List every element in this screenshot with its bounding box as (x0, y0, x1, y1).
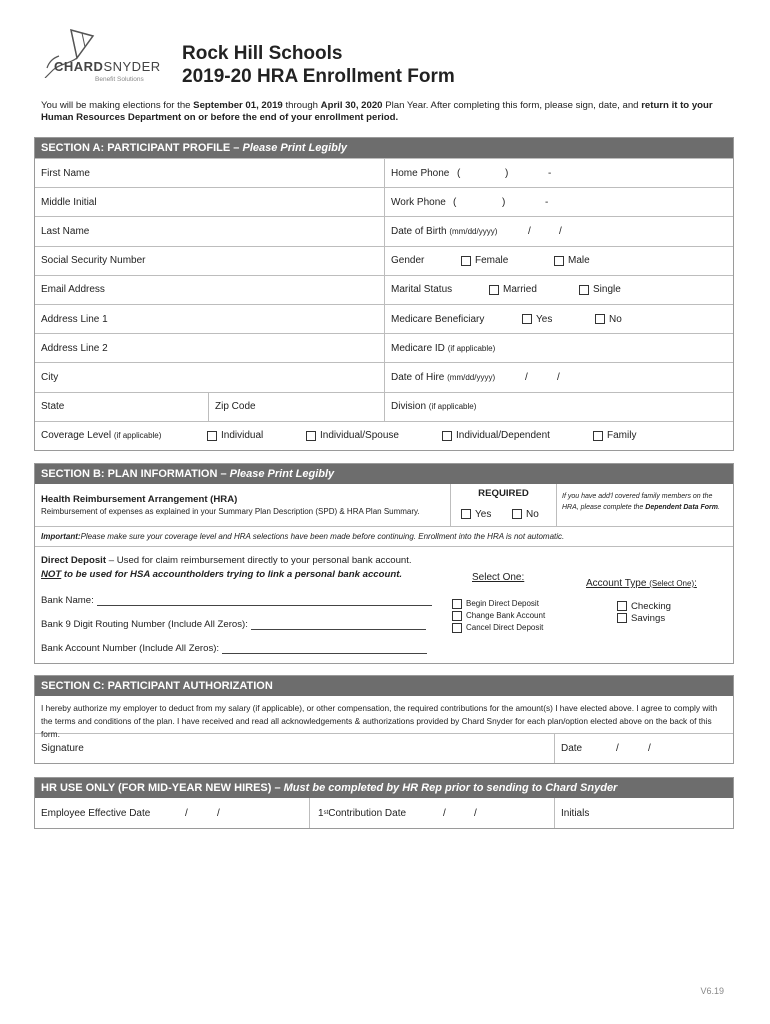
marital-single-option[interactable] (579, 276, 621, 304)
savings-option[interactable] (617, 613, 671, 625)
contribution-ordinal-suffix: st (323, 810, 329, 816)
family-label: Family (607, 430, 637, 442)
hra-yes-checkbox[interactable] (461, 509, 471, 519)
female-label: Female (475, 255, 509, 267)
medicare-no-label: No (609, 313, 622, 325)
individual-spouse-label: Individual/Spouse (320, 430, 399, 442)
sig-date-slash-2: / (648, 743, 651, 754)
coverage-dependent-option[interactable] (442, 422, 550, 450)
intro-return: return it to your Human Resources Department on or before the end of your enrollment period. (41, 100, 713, 123)
bank-name-label: Bank Name: (41, 595, 94, 606)
ssn-label: Social Security Number (41, 255, 146, 267)
single-label: Single (593, 284, 621, 296)
row-address-2 (35, 333, 733, 362)
state-label: State (41, 401, 65, 413)
home-phone-paren-open: ( (457, 167, 461, 179)
division-field[interactable] (384, 393, 735, 421)
section-b-header (35, 464, 733, 484)
contrib-date-slash-1: / (443, 807, 446, 819)
contrib-date-slash-2: / (474, 807, 477, 819)
signature-label: Signature (41, 743, 84, 754)
effective-date-field[interactable] (35, 798, 309, 828)
contribution-date-field[interactable] (309, 798, 554, 828)
hr-title-italic: Must be completed by HR Rep prior to sending to Chard Snyder (283, 782, 618, 794)
hra-yes-label: Yes (475, 508, 492, 520)
medicare-yes-label: Yes (536, 313, 553, 325)
cancel-dd-option[interactable] (452, 622, 545, 634)
gender-male-option[interactable] (554, 247, 590, 275)
marital-label: Marital Status (391, 284, 453, 296)
work-phone-paren-close: ) (502, 196, 506, 208)
logo-name-bold: CHARD (54, 59, 104, 74)
section-b-plan-information (34, 463, 734, 664)
change-bank-checkbox[interactable] (452, 611, 462, 621)
dob-slash-1: / (528, 225, 531, 237)
row-first-name (35, 158, 733, 187)
eff-date-slash-2: / (217, 807, 220, 819)
routing-line[interactable] (251, 620, 426, 630)
hra-description (41, 494, 451, 516)
zip-label: Zip Code (215, 401, 256, 413)
address-line-2-label: Address Line 2 (41, 342, 108, 354)
sig-date-slash-1: / (616, 743, 619, 754)
account-type-options (617, 601, 671, 625)
account-type-label: Account Type (Select One): (586, 578, 697, 589)
contribution-date-label: Contribution Date (328, 807, 407, 819)
address-line-2-field[interactable] (35, 334, 384, 362)
signature-field[interactable] (35, 734, 554, 763)
medicare-no-option[interactable] (595, 305, 622, 333)
dd-desc: – Used for claim reimbursement directly to your personal bank account. (106, 555, 412, 566)
signature-date-label: Date (561, 743, 583, 754)
routing-label: Bank 9 Digit Routing Number (Include All Zeros): (41, 619, 248, 630)
begin-dd-checkbox[interactable] (452, 599, 462, 609)
direct-deposit-info (41, 555, 441, 580)
begin-dd-option[interactable] (452, 598, 545, 610)
important-note (35, 527, 733, 547)
home-phone-dash: - (548, 167, 552, 179)
gender-field (384, 247, 735, 275)
email-label: Email Address (41, 284, 105, 296)
select-one-label (472, 572, 524, 583)
dd-action-options (452, 598, 545, 634)
zip-code-field[interactable] (208, 393, 384, 421)
account-type-paren: (Select One) (649, 579, 695, 588)
important-label: Important: (41, 532, 81, 541)
ssn-field[interactable] (35, 247, 384, 275)
medicare-beneficiary-field (384, 305, 735, 333)
required-label: REQUIRED (478, 488, 529, 499)
individual-label: Individual (221, 430, 264, 442)
bank-name-line[interactable] (97, 596, 432, 606)
direct-deposit-block (35, 547, 733, 663)
medicare-yes-option[interactable] (522, 305, 552, 333)
hr-use-only-section (34, 777, 734, 829)
form-titles (182, 42, 455, 88)
hra-no-label: No (526, 508, 539, 520)
hr-fields-row (35, 798, 733, 828)
city-label: City (41, 371, 59, 383)
middle-initial-field[interactable] (35, 188, 384, 216)
individual-dependent-checkbox[interactable] (442, 431, 452, 441)
doh-label: Date of Hire (391, 371, 445, 383)
coverage-note: (if applicable) (113, 431, 162, 441)
intro-date-end: April 30, 2020 (320, 100, 383, 111)
individual-dependent-label: Individual/Dependent (456, 430, 550, 442)
dependent-note-text: If you have add'l covered family members on the HRA, please complete the (562, 493, 713, 511)
hra-no-checkbox[interactable] (512, 509, 522, 519)
logo-subtitle: Benefit Solutions (95, 76, 144, 83)
row-address-1 (35, 304, 733, 333)
marital-married-option[interactable] (489, 276, 537, 304)
email-field[interactable] (35, 276, 384, 304)
coverage-spouse-option[interactable] (306, 422, 399, 450)
medicare-no-checkbox[interactable] (595, 314, 605, 324)
row-ssn (35, 246, 733, 275)
intro-part2: through (282, 100, 321, 111)
hra-no-option[interactable] (512, 506, 539, 522)
row-state (35, 392, 733, 421)
medicare-yes-checkbox[interactable] (522, 314, 532, 324)
hra-yes-option[interactable] (461, 506, 491, 522)
medicare-id-note: (if applicable) (447, 343, 496, 353)
single-checkbox[interactable] (579, 285, 589, 295)
savings-checkbox[interactable] (617, 613, 627, 623)
male-checkbox[interactable] (554, 256, 564, 266)
home-phone-paren-close: ) (505, 167, 509, 179)
logo-name-thin: SNYDER (103, 59, 161, 74)
first-name-field[interactable] (35, 159, 384, 187)
work-phone-label: Work Phone (391, 196, 446, 208)
account-number-line[interactable] (222, 644, 427, 654)
checking-option[interactable] (617, 601, 671, 613)
date-of-birth-field[interactable] (384, 217, 735, 245)
first-name-label: First Name (41, 167, 90, 179)
work-phone-paren-open: ( (453, 196, 457, 208)
row-middle-initial (35, 187, 733, 216)
individual-spouse-checkbox[interactable] (306, 431, 316, 441)
dob-slash-2: / (559, 225, 562, 237)
section-b-title: SECTION B: PLAN INFORMATION – (41, 468, 230, 480)
account-number-field[interactable] (41, 643, 427, 654)
hra-title: Health Reimbursement Arrangement (HRA) (41, 494, 238, 505)
initials-field[interactable] (554, 798, 735, 828)
doh-format: (mm/dd/yyyy) (447, 372, 496, 382)
intro-text (41, 100, 731, 124)
doh-slash-2: / (557, 371, 560, 383)
authorization-text: I hereby authorize my employer to deduct from my salary (if applicable), or other compensation, the required contributions for the amount(s) I have elected above. I agree to comply with the terms and conditions of the plan. I have received and read all acknowledgements & authorizations provided by Chard Snyder for each plan/option elected above on the back of this form. (35, 696, 733, 734)
coverage-individual-option[interactable] (207, 422, 263, 450)
row-email (35, 275, 733, 304)
select-one-text: Select One: (472, 572, 525, 583)
dependent-note (556, 484, 735, 526)
division-note: (if applicable) (428, 402, 477, 412)
change-bank-label: Change Bank Account (466, 611, 546, 620)
dd-title: Direct Deposit (41, 555, 107, 566)
checking-label: Checking (631, 601, 671, 612)
account-number-label: Bank Account Number (Include All Zeros): (41, 643, 220, 654)
hr-header (35, 778, 733, 798)
checking-checkbox[interactable] (617, 601, 627, 611)
marital-status-field (384, 276, 735, 304)
dob-label: Date of Birth (391, 225, 447, 237)
eff-date-slash-1: / (185, 807, 188, 819)
gender-female-option[interactable] (461, 247, 508, 275)
coverage-family-option[interactable] (593, 422, 636, 450)
address-line-1-label: Address Line 1 (41, 313, 108, 325)
doh-slash-1: / (525, 371, 528, 383)
section-c-authorization (34, 675, 734, 764)
hra-plan-row (35, 484, 733, 527)
married-checkbox[interactable] (489, 285, 499, 295)
section-a-title: SECTION A: PARTICIPANT PROFILE – (41, 142, 243, 154)
form-title: 2019-20 HRA Enrollment Form (182, 66, 455, 87)
work-phone-field[interactable] (384, 188, 735, 216)
dd-not: NOT (41, 569, 62, 580)
division-label: Division (391, 401, 427, 413)
family-checkbox[interactable] (593, 431, 603, 441)
form-header (37, 28, 737, 98)
chard-snyder-logo (37, 28, 167, 88)
female-checkbox[interactable] (461, 256, 471, 266)
account-type-text: Account Type (586, 578, 647, 589)
intro-date-start: September 01, 2019 (193, 100, 283, 111)
medicare-id-field[interactable] (384, 334, 735, 362)
dependent-note-end: . (718, 504, 720, 511)
school-title: Rock Hill Schools (182, 43, 343, 64)
section-a-title-italic: Please Print Legibly (242, 142, 348, 154)
section-a-header (35, 138, 733, 158)
medicare-id-label: Medicare ID (391, 342, 445, 354)
row-last-name (35, 216, 733, 245)
state-field[interactable] (35, 393, 208, 421)
form-version: V6.19 (700, 986, 724, 996)
married-label: Married (503, 284, 537, 296)
last-name-label: Last Name (41, 225, 90, 237)
address-line-1-field[interactable] (35, 305, 384, 333)
effective-date-label: Employee Effective Date (41, 807, 151, 819)
row-city (35, 362, 733, 391)
hra-required-cell (450, 484, 556, 526)
routing-number-field[interactable] (41, 619, 426, 630)
savings-label: Savings (631, 613, 666, 624)
dependent-data-form-name: Dependent Data Form (645, 504, 718, 511)
cancel-dd-checkbox[interactable] (452, 623, 462, 633)
male-label: Male (568, 255, 590, 267)
section-c-header: SECTION C: PARTICIPANT AUTHORIZATION (35, 676, 733, 696)
individual-checkbox[interactable] (207, 431, 217, 441)
section-a-participant-profile (34, 137, 734, 451)
city-field[interactable] (35, 363, 384, 391)
hra-desc: Reimbursement of expenses as explained in your Summary Plan Description (SPD) & HRA Plan Summary. (41, 507, 420, 516)
dob-format: (mm/dd/yyyy) (449, 226, 498, 236)
last-name-field[interactable] (35, 217, 384, 245)
dd-warning: to be used for HSA accountholders trying to link a personal bank account. (61, 569, 403, 580)
logo-wordmark (54, 59, 161, 74)
begin-dd-label: Begin Direct Deposit (466, 599, 539, 608)
work-phone-dash: - (545, 196, 549, 208)
section-b-title-italic: Please Print Legibly (229, 468, 335, 480)
coverage-level-field (35, 422, 735, 450)
hr-title: HR USE ONLY (FOR MID-YEAR NEW HIRES) – (41, 782, 284, 794)
change-bank-option[interactable] (452, 610, 545, 622)
signature-date-field[interactable] (554, 734, 735, 763)
contribution-ordinal: 1 (318, 807, 324, 819)
intro-part1: You will be making elections for the (41, 100, 194, 111)
coverage-label: Coverage Level (41, 430, 112, 442)
row-coverage-level (35, 421, 733, 450)
home-phone-field[interactable] (384, 159, 735, 187)
bank-name-field[interactable] (41, 595, 432, 606)
important-text: Please make sure your coverage level and HRA selections have been made before continuing. Enrollment into the HRA is not automatic. (80, 532, 565, 541)
home-phone-label: Home Phone (391, 167, 450, 179)
initials-label: Initials (561, 807, 590, 819)
medicare-label: Medicare Beneficiary (391, 313, 485, 325)
gender-label: Gender (391, 255, 425, 267)
intro-part3: Plan Year. After completing this form, please sign, date, and (382, 100, 642, 111)
signature-row (35, 734, 733, 763)
cancel-dd-label: Cancel Direct Deposit (466, 623, 544, 632)
middle-initial-label: Middle Initial (41, 196, 97, 208)
date-of-hire-field[interactable] (384, 363, 735, 391)
